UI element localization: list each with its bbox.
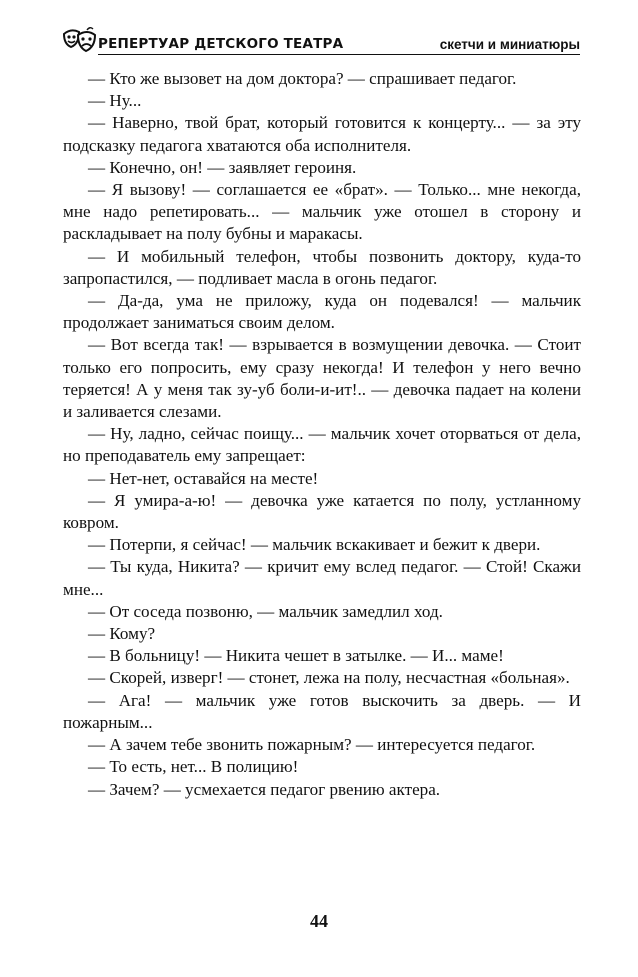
- masks-icon: [62, 26, 98, 54]
- paragraph: — Кто же вызовет на дом доктора? — спрашивает педагог.: [88, 69, 517, 88]
- page-header: [62, 26, 580, 56]
- paragraph: — В больницу! — Никита чешет в затылке. — И... маме!: [88, 646, 504, 666]
- paragraph: — Конечно, он! — заявляет героиня.: [88, 157, 357, 177]
- paragraph: — Зачем? — усмехается педагог рвению актера.: [88, 779, 441, 799]
- series-title: РЕПЕРТУАР ДЕТСКОГО ТЕАТРА: [98, 36, 344, 52]
- paragraph: — Ты куда, Никита? — кричит ему вслед педагог. — Стой! Скажи мне...: [63, 557, 581, 599]
- section-title: скетчи и миниатюры: [439, 37, 580, 52]
- paragraph: — Нет-нет, оставайся на месте!: [88, 468, 319, 488]
- paragraph: — Да-да, ума не приложу, куда он подевался! — мальчик продолжает заниматься своим делом.: [63, 291, 581, 333]
- paragraph: — Вот всегда так! — взрывается в возмущении девочка. — Стоит только его попросить, ему сразу некогда! И телефон у него вечно теряется! А у меня так зу-уб боли-и-ит!.. — девочка падает на колени и заливается слезами.: [63, 335, 581, 422]
- paragraph: — Кому?: [88, 624, 156, 644]
- paragraph: — Ну...: [88, 91, 142, 111]
- paragraph: — И мобильный телефон, чтобы позвонить доктору, куда-то запропастился, — подливает масла в огонь педагог.: [63, 246, 581, 288]
- header-divider: [98, 54, 580, 55]
- paragraph: — От соседа позвоню, — мальчик замедлил ход.: [88, 601, 443, 621]
- paragraph: — Наверно, твой брат, который готовится к концерту... — за эту подсказку педагога хватаются оба исполнителя.: [63, 113, 581, 155]
- page-body: [63, 68, 581, 801]
- page-number: 44: [310, 911, 328, 931]
- paragraph: — То есть, нет... В полицию!: [88, 757, 299, 777]
- paragraph: — Я вызову! — соглашается ее «брат». — Только... мне некогда, мне надо репетировать... — мальчик уже отошел в сторону и раскладывает на полу бубны и маракасы.: [63, 180, 581, 244]
- paragraph: — Ага! — мальчик уже готов выскочить за дверь. — И пожарным...: [63, 690, 581, 732]
- paragraph: — Я умира-а-ю! — девочка уже катается по полу, устланному ковром.: [63, 490, 581, 533]
- paragraph: — Скорей, изверг! — стонет, лежа на полу, несчастная «больная».: [88, 668, 570, 688]
- paragraph: — А зачем тебе звонить пожарным? — интересуется педагог.: [88, 735, 536, 755]
- paragraph: — Потерпи, я сейчас! — мальчик вскакивает и бежит к двери.: [88, 535, 541, 555]
- paragraph: — Ну, ладно, сейчас поищу... — мальчик хочет оторваться от дела, но преподаватель ему запрещает:: [63, 424, 581, 466]
